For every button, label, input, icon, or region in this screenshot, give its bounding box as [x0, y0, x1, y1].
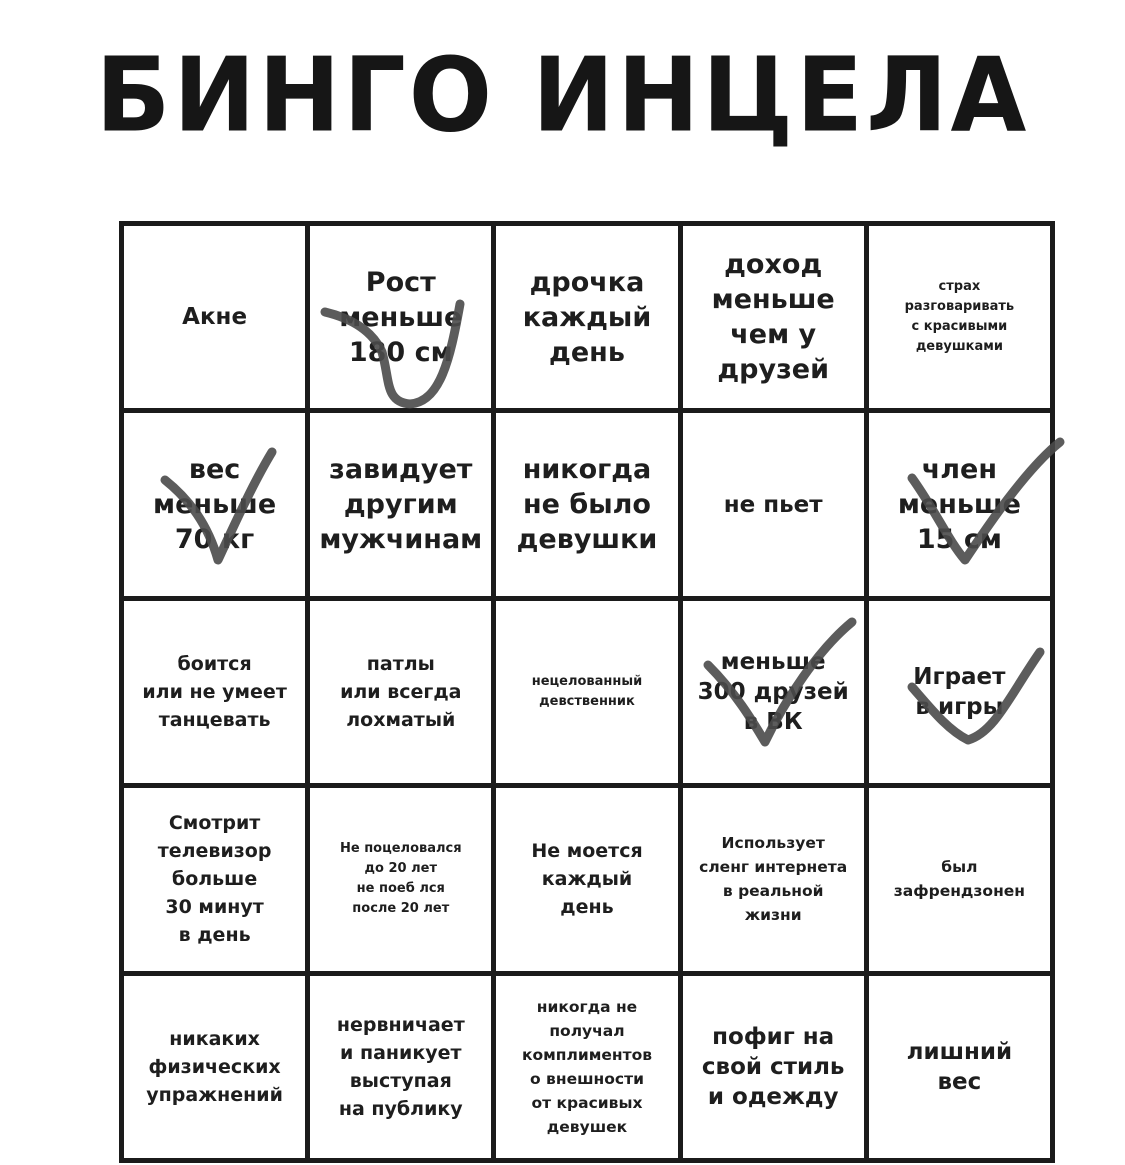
bingo-cell-friendzone[interactable] — [869, 788, 1050, 970]
bingo-cell-label: был зафрендзонен — [893, 858, 1026, 901]
bingo-cell-label: никогда не получал комплиментов о внешности от красивых девушек — [521, 997, 653, 1136]
bingo-cell-label: доход меньше чем у друзей — [711, 249, 835, 386]
bingo-cell-no-kiss[interactable] — [310, 788, 491, 970]
bingo-cell-vk-friends[interactable] — [683, 601, 864, 783]
bingo-cell-label: Использует сленг интернета в реальной жизни — [699, 834, 848, 925]
bingo-cell-label: никаких физических упражнений — [146, 1027, 283, 1106]
bingo-cell-overweight[interactable] — [869, 976, 1050, 1158]
bingo-cell-label: меньше 300 друзей в ВК — [697, 648, 849, 735]
bingo-cell-label: Акне — [182, 304, 248, 331]
bingo-cell-messy-hair[interactable] — [310, 601, 491, 783]
bingo-cell-label: вес меньше 70 кг — [153, 454, 277, 556]
bingo-cell-public-speaking[interactable] — [310, 976, 491, 1158]
bingo-cell-income[interactable] — [683, 226, 864, 408]
bingo-cell-dancing[interactable] — [124, 601, 305, 783]
bingo-cell-label: Смотрит телевизор больше 30 минут в день — [157, 812, 272, 947]
bingo-cell-label: дрочка каждый день — [522, 266, 652, 368]
bingo-cell-label: боится или не умеет танцевать — [142, 652, 287, 731]
bingo-cell-label: нервничает и паникует выступая на публику — [336, 1013, 465, 1120]
bingo-cell-no-wash[interactable] — [496, 788, 677, 970]
page-title: БИНГО ИНЦЕЛА — [95, 36, 1030, 156]
bingo-cell-daily-fap[interactable] — [496, 226, 677, 408]
bingo-cell-label: патлы или всегда лохматый — [340, 652, 462, 731]
bingo-cell-label: лишний вес — [906, 1038, 1013, 1095]
bingo-cell-label: страх разговаривать с красивыми девушками — [904, 279, 1015, 355]
bingo-cell-label: завидует другим мужчинам — [319, 454, 483, 556]
bingo-cell-label: член меньше 15 см — [897, 454, 1021, 556]
bingo-board — [119, 221, 1055, 1163]
bingo-cell-label: Не поцеловался до 20 лет не поеб лся после 20 лет — [339, 841, 462, 917]
bingo-cell-label: не пьет — [723, 491, 823, 518]
bingo-cell-games[interactable] — [869, 601, 1050, 783]
bingo-cell-no-exercise[interactable] — [124, 976, 305, 1158]
bingo-cell-no-compliments[interactable] — [496, 976, 677, 1158]
bingo-cell-fear-of-girls[interactable] — [869, 226, 1050, 408]
bingo-cell-label: Играет в игры — [913, 663, 1006, 720]
bingo-cell-weight[interactable] — [124, 413, 305, 595]
bingo-cell-style[interactable] — [683, 976, 864, 1158]
bingo-cell-tv[interactable] — [124, 788, 305, 970]
bingo-cell-label: Рост меньше 180 см — [339, 266, 463, 368]
bingo-cell-size[interactable] — [869, 413, 1050, 595]
bingo-cell-slang[interactable] — [683, 788, 864, 970]
bingo-cell-acne[interactable] — [124, 226, 305, 408]
bingo-cell-label: нецелованный девственник — [531, 673, 643, 709]
bingo-cell-height[interactable] — [310, 226, 491, 408]
bingo-cell-label: пофиг на свой стиль и одежду — [701, 1023, 845, 1110]
bingo-cell-label: Не моется каждый день — [531, 840, 643, 919]
bingo-cell-label: никогда не было девушки — [516, 454, 658, 556]
bingo-cell-no-drinking[interactable] — [683, 413, 864, 595]
bingo-cell-envy[interactable] — [310, 413, 491, 595]
bingo-cell-virgin[interactable] — [496, 601, 677, 783]
bingo-cell-no-girlfriend[interactable] — [496, 413, 677, 595]
